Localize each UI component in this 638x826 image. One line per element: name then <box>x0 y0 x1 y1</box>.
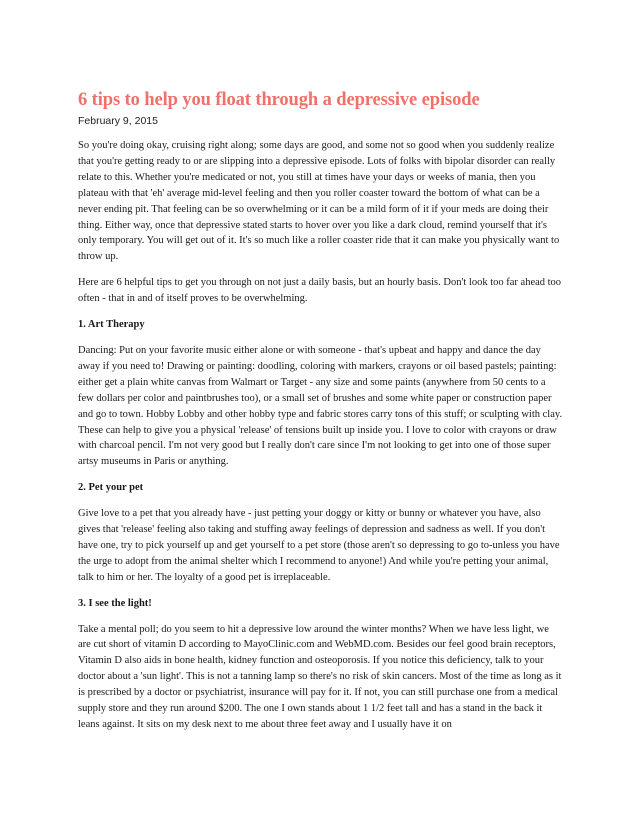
post-date: February 9, 2015 <box>78 115 158 127</box>
section-text-art-therapy: Dancing: Put on your favorite music either alone or with someone - that's upbeat and happy and dance the day away if you need to! Drawing or painting: doodling, coloring with markers, crayons or oil based pastels; painting: either get a plain white canvas from Walmart or Target - any size and some paints (anywhere from 50 cents to a few dollars per color and paintbrushes too), or a small set of brushes and some white paper or construction paper and go to town. Hobby Lobby and other hobby type and fabric stores carry tons of this stuff; or sculpting with clay. These can help to give you a physical 'release' of tensions built up inside you. I love to color with crayons or draw with charcoal pencil. I'm not very good but I really don't care since I'm not looking to get into one of those super artsy museums in Paris or anything. <box>78 344 563 468</box>
section-heading-art-therapy: 1. Art Therapy <box>78 319 145 331</box>
section-text-i-see-the-light: Take a mental poll; do you seem to hit a depressive low around the winter months? When we have less light, we are cut short of vitamin D according to MayoClinic.com and WebMD.com. Besides our feel good brain receptors, Vitamin D also aids in bone health, kidney function and osteoporosis. If you notice this deficiency, talk to your doctor about a 'sun light'. This is not a tanning lamp so there's no risk of skin cancers. Most of the time as long as it is prescribed by a doctor or psychiatrist, insurance will pay for it. If not, you can still purchase one from a medical supply store and they run around $200. The one I own stands about 1 1/2 feet tall and has a stand in the back it leans against. It sits on my desk next to me about three feet away and I usually have it on <box>78 623 562 730</box>
tips-intro-paragraph: Here are 6 helpful tips to get you through on not just a daily basis, but an hourly basis. Don't look too far ahead too often - that in and of itself proves to be overwhelming. <box>78 277 562 305</box>
section-text-pet-your-pet: Give love to a pet that you already have - just petting your doggy or kitty or bunny or whatever you have, also gives that 'release' feeling also taking and stuffing away feelings of depression and sadness as well. If you don't have one, try to pick yourself up and get yourself to a pet store (those aren't so depressing to go to-unless you have the urge to adopt from the animal shelter which I recommend to anyone!) And while you're petting your animal, talk to him or her. The loyalty of a good pet is irreplaceable. <box>78 508 560 583</box>
post-body <box>78 138 563 733</box>
section-heading-pet-your-pet: 2. Pet your pet <box>78 482 144 494</box>
section-heading-i-see-the-light: 3. I see the light! <box>78 597 152 609</box>
post-title: 6 tips to help you float through a depressive episode <box>78 90 480 110</box>
intro-paragraph: So you're doing okay, cruising right along; some days are good, and some not so good when you suddenly realize that you're getting ready to or are slipping into a depressive episode. Lots of folks with bipolar disorder can really relate to this. Whether you're medicated or not, you still at times have your days or weeks of mania, then you plateau with that 'eh' average mid-level feeling and then you roller coaster toward the bottom of what can be a never ending pit. That feeling can be so overwhelming or it can be a mild form of it if your meds are doing their thing. Either way, once that depressive stated starts to hover over you like a dark cloud, remind yourself that it's only temporary. You will get out of it. It's so much like a roller coaster ride that it can make you physically want to throw up. <box>78 140 560 263</box>
